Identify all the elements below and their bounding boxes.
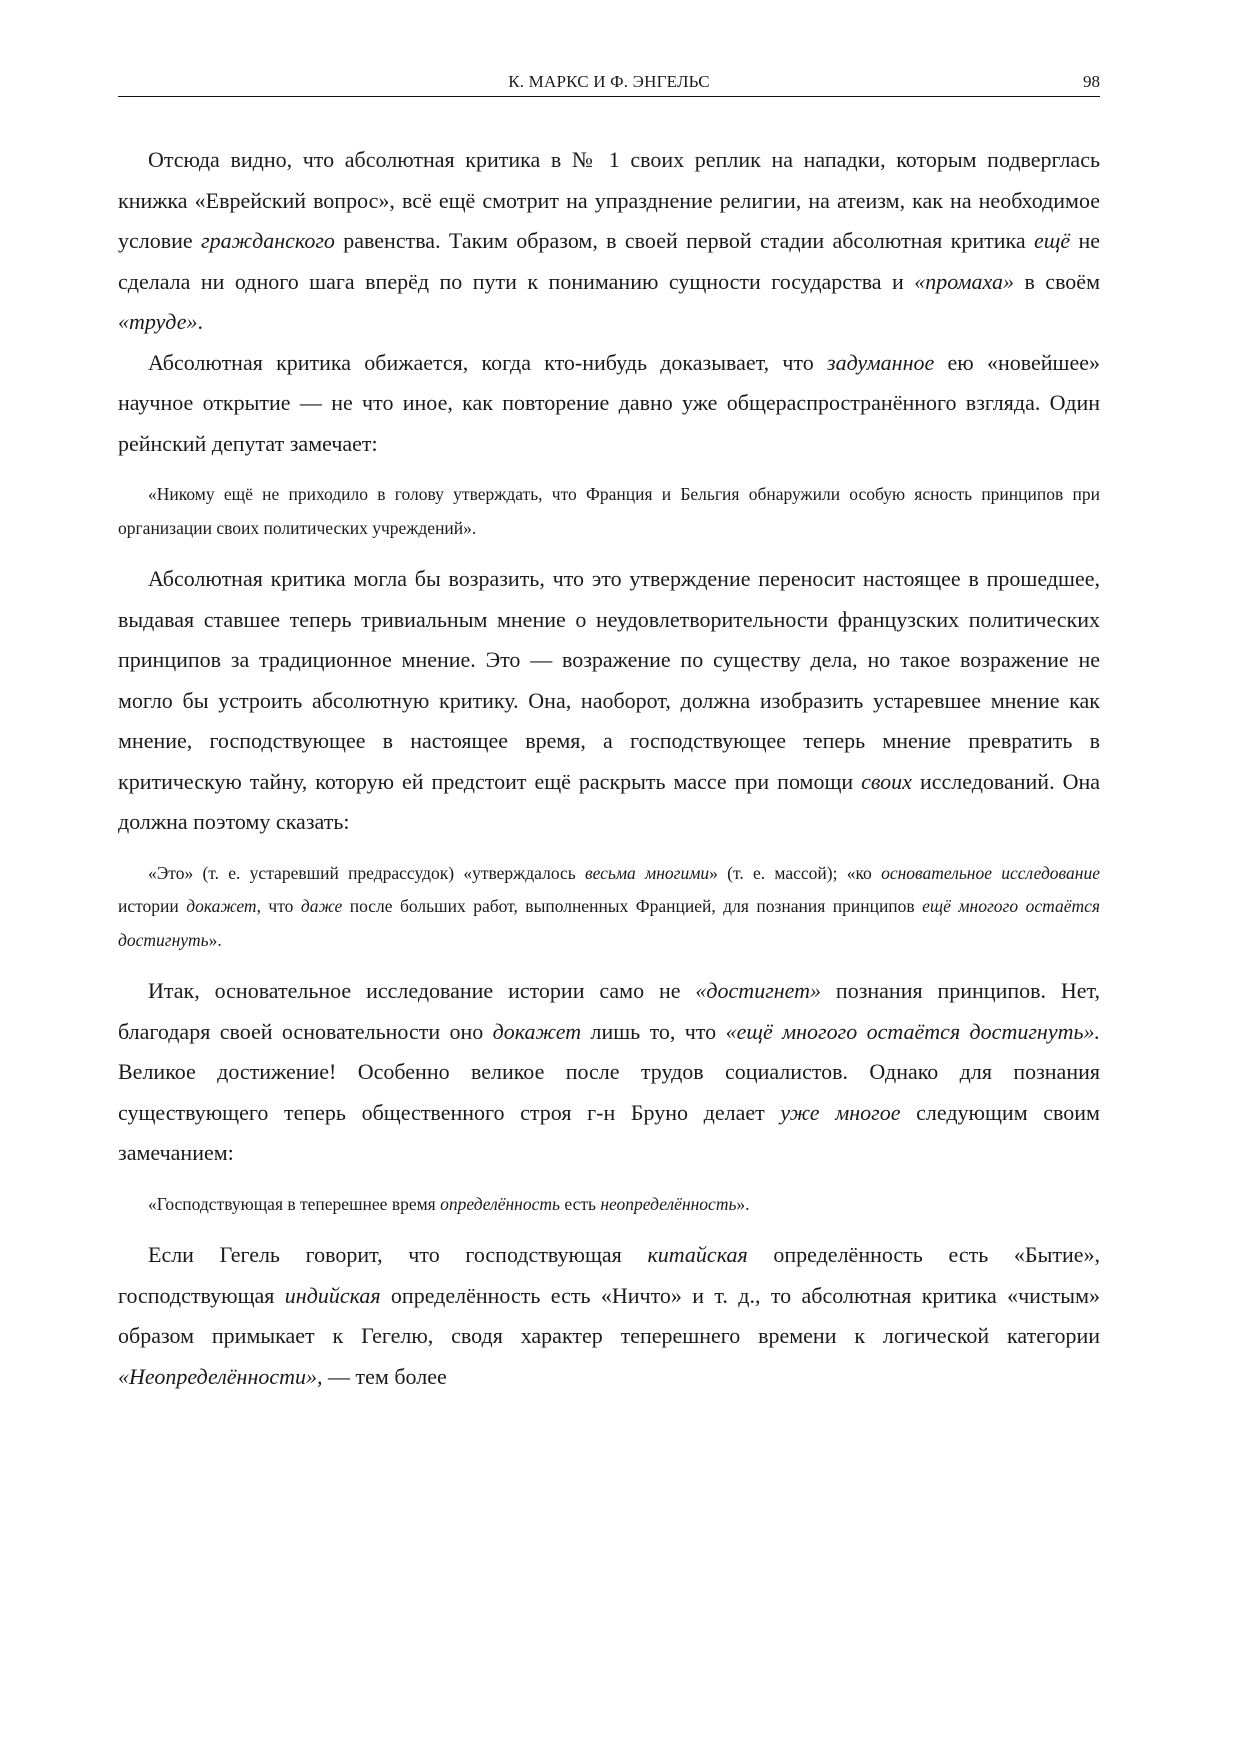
text-run: » (т. е. массой); «ко: [709, 862, 882, 883]
body-paragraph: [118, 140, 1100, 343]
page-body: [118, 140, 1100, 1397]
italic-emphasis: индийская: [284, 1282, 381, 1308]
text-run: лишь то, что: [581, 1018, 726, 1044]
text-run: истории: [118, 896, 187, 916]
text-run: есть: [559, 1193, 601, 1214]
text-run: определённость есть «Бытие», господствующая: [118, 1242, 1100, 1308]
text-run: следующим своим замечанием:: [118, 1099, 1100, 1165]
text-run: «Господствующая в теперешнее время: [148, 1193, 441, 1214]
body-paragraph: [118, 1235, 1100, 1397]
italic-emphasis: уже многое: [780, 1099, 901, 1125]
text-run: Если Гегель говорит, что господствующая: [148, 1242, 648, 1267]
italic-emphasis: докажет: [492, 1018, 582, 1044]
block-quote: [118, 1188, 1100, 1222]
italic-emphasis: «ещё многого остаётся достигнуть».: [725, 1018, 1100, 1044]
text-run: , что: [256, 896, 301, 916]
text-run: ».: [208, 929, 222, 950]
running-title: К. МАРКС И Ф. ЭНГЕЛЬС: [508, 72, 710, 91]
italic-emphasis: задуманное: [826, 349, 935, 375]
italic-emphasis: «достигнет»: [695, 978, 822, 1003]
text-run: равенства. Таким образом, в своей первой стадии абсолютная критика: [334, 228, 1034, 253]
italic-emphasis: китайская: [647, 1242, 748, 1267]
text-run: исследований. Она должна поэтому сказать:: [118, 768, 1100, 834]
text-run: определённость есть «Ничто» и т. д., то абсолютная критика «чистым» образом примыкает к Гегелю, сводя характер теперешнего времени к логической категории: [118, 1282, 1100, 1348]
body-paragraph: [118, 559, 1100, 843]
body-paragraph: [118, 343, 1100, 465]
italic-emphasis: «промаха»: [914, 268, 1014, 294]
text-run: ею «новейшее» научное открытие — не что иное, как повторение давно уже общераспространённого взгляда. Один рейнский депутат замечает:: [118, 349, 1100, 456]
italic-emphasis: даже: [300, 896, 343, 916]
running-header: [118, 72, 1100, 97]
italic-emphasis: ещё: [1033, 228, 1071, 253]
italic-emphasis: определённость: [440, 1193, 560, 1214]
italic-emphasis: весьма многими: [585, 862, 710, 883]
text-run: Итак, основательное исследование истории само не: [148, 978, 696, 1003]
italic-emphasis: неопределённость: [600, 1193, 737, 1214]
italic-emphasis: «труде»: [118, 309, 198, 334]
text-run: не сделала ни одного шага вперёд по пути к пониманию сущности государства и: [118, 228, 1101, 294]
italic-emphasis: гражданского: [201, 228, 335, 253]
text-run: «Никому ещё не приходило в голову утверждать, что Франция и Бельгия обнаружили особую ясность принципов при организации своих политических учреждений».: [118, 484, 1100, 538]
italic-emphasis: «Неопределённости»,: [118, 1363, 323, 1389]
body-paragraph: [118, 971, 1100, 1174]
italic-emphasis: основательное исследование: [881, 862, 1100, 883]
italic-emphasis: своих: [861, 768, 912, 794]
text-run: Абсолютная критика обижается, когда кто-нибудь доказывает, что: [148, 349, 827, 375]
block-quote: [118, 857, 1100, 958]
text-run: ».: [736, 1193, 750, 1214]
text-run: Абсолютная критика могла бы возразить, что это утверждение переносит настоящее в прошедшее, выдавая ставшее теперь тривиальным мнение о неудовлетворительности французских политических принципов за традиционное мнение. Это — возражение по существу дела, но такое возражение не могло бы устроить абсолютную критику. Она, наоборот, должна изобразить устаревшее мнение как мнение, господствующее в настоящее время, а господствующее теперь мнение превратить в критическую тайну, которую ей предстоит ещё раскрыть массе при помощи: [118, 566, 1100, 794]
italic-emphasis: докажет: [186, 896, 257, 916]
text-run: познания принципов. Нет, благодаря своей основательности оно: [118, 978, 1101, 1044]
text-run: Отсюда видно, что абсолютная критика в № 1 своих реплик на нападки, которым подверглась книжка «Еврейский вопрос», всё ещё смотрит на упразднение религии, на атеизм, как на необходимое условие: [118, 147, 1100, 253]
text-run: Великое достижение! Особенно великое после трудов социалистов. Однако для познания существующего теперь общественного строя г-н Бруно делает: [118, 1059, 1100, 1125]
text-run: в своём: [1013, 268, 1100, 294]
text-run: .: [197, 309, 203, 334]
italic-emphasis: ещё многого остаётся достигнуть: [118, 896, 1101, 950]
block-quote: [118, 478, 1100, 545]
text-run: — тем более: [322, 1363, 447, 1389]
page-number: 98: [1083, 72, 1100, 91]
text-run: «Это» (т. е. устаревший предрассудок) «утверждалось: [148, 862, 586, 883]
text-run: после больших работ, выполненных Францией, для познания принципов: [342, 896, 923, 916]
